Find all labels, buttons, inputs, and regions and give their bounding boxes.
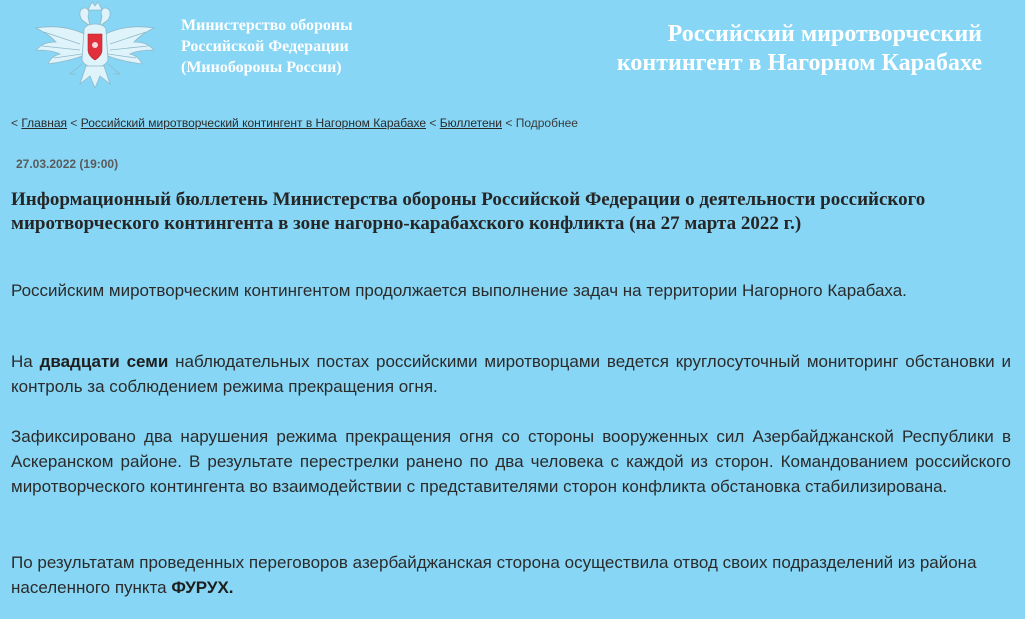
paragraph-4-bold-place: ФУРУХ. <box>171 578 234 597</box>
article-paragraph-4 <box>11 550 1011 600</box>
breadcrumb-separator: < <box>505 116 513 130</box>
breadcrumb-separator: < <box>11 116 19 130</box>
ministry-name <box>181 15 353 78</box>
article-date: 27.03.2022 (19:00) <box>16 157 119 171</box>
breadcrumb-home-link[interactable]: Главная <box>21 116 68 130</box>
article-paragraph-2 <box>11 349 1011 399</box>
site-header <box>0 0 1025 100</box>
breadcrumb-separator: < <box>429 116 437 130</box>
double-headed-eagle-emblem-icon[interactable] <box>30 0 160 90</box>
article-paragraph-3: Зафиксировано два нарушения режима прекращения огня со стороны вооруженных сил Азербайджанской Республики в Аскеранском районе. В результате перестрелки ранено по два человека с каждой из сторон. Командованием российского миротворческого контингента во взаимодействии с представителями сторон конфликта обстановка стабилизирована. <box>11 427 1011 496</box>
paragraph-2-text-end: наблюдательных постах российскими миротворцами ведется круглосуточный мониторинг обстановки и контроль за соблюдением режима прекращения огня. <box>11 352 1011 396</box>
ministry-line-3: (Минобороны России) <box>181 59 342 76</box>
paragraph-2-bold-count: двадцати семи <box>39 352 169 371</box>
breadcrumb <box>11 116 578 130</box>
ministry-line-1: Министерство обороны <box>181 17 353 34</box>
paragraph-2-text-start: На <box>11 352 40 371</box>
breadcrumb-current: Подробнее <box>515 116 578 130</box>
contingent-line-1: Российский миротворческий <box>667 21 982 47</box>
contingent-line-2: контингент в Нагорном Карабахе <box>616 50 982 76</box>
contingent-title <box>617 20 982 78</box>
breadcrumb-section-link[interactable]: Российский миротворческий контингент в Нагорном Карабахе <box>80 116 427 130</box>
article-title: Информационный бюллетень Министерства обороны Российской Федерации о деятельности российского миротворческого контингента в зоне нагорно-карабахского конфликта (на 27 марта 2022 г.) <box>11 189 926 234</box>
breadcrumb-separator: < <box>70 116 78 130</box>
breadcrumb-bulletins-link[interactable]: Бюллетени <box>439 116 503 130</box>
paragraph-4-text: По результатам проведенных переговоров азербайджанская сторона осуществила отвод своих подразделений из района населенного пункта <box>11 553 977 597</box>
ministry-line-2: Российской Федерации <box>181 38 349 55</box>
article-paragraph-1: Российским миротворческим контингентом продолжается выполнение задач на территории Нагорного Карабаха. <box>11 281 907 300</box>
